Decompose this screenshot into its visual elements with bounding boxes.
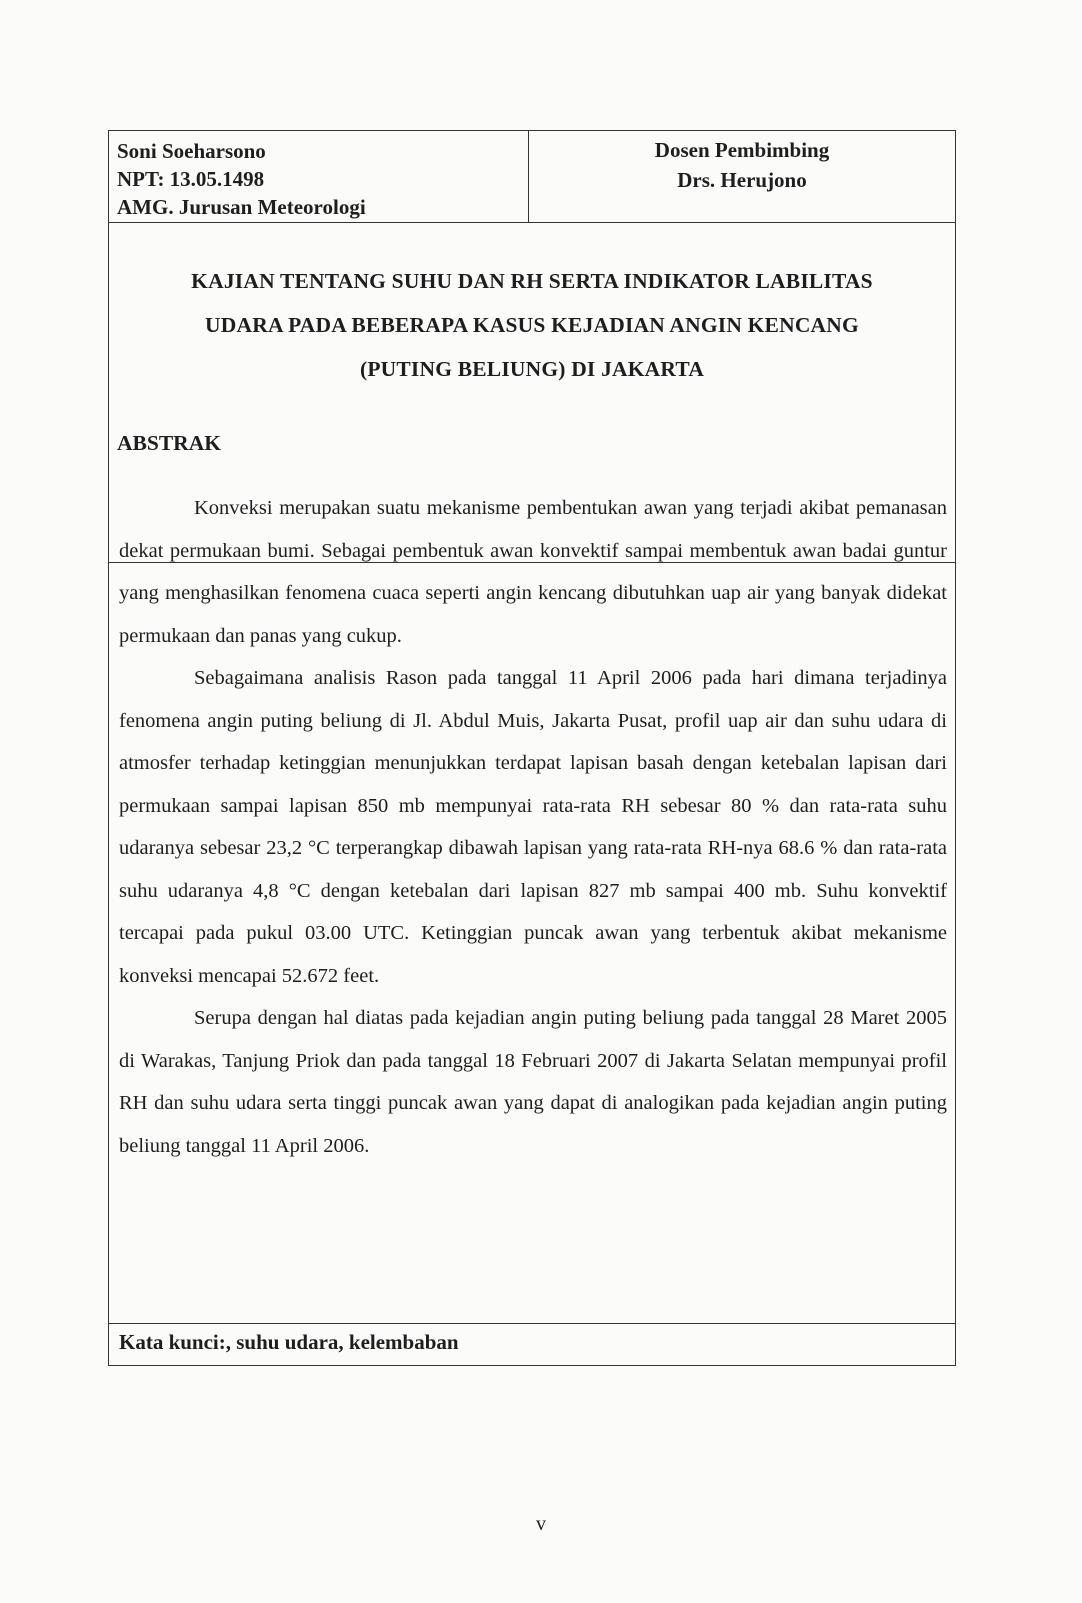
- page-number: v: [536, 1513, 546, 1535]
- author-npt: NPT: 13.05.1498: [117, 167, 265, 191]
- title-line-3: (PUTING BELIUNG) DI JAKARTA: [359, 357, 705, 381]
- abstract-heading: ABSTRAK: [117, 431, 221, 455]
- keywords-row: [109, 1323, 955, 1367]
- author-info: [109, 131, 529, 223]
- keywords-text: Kata kunci:, suhu udara, kelembaban: [119, 1330, 459, 1354]
- abstract-frame: [108, 130, 956, 1366]
- abstract-body: [119, 487, 947, 1167]
- abstract-paragraph-1: Konveksi merupakan suatu mekanisme pembentukan awan yang terjadi akibat pemanasan dekat permukaan bumi. Sebagai pembentuk awan konvektif sampai membentuk awan badai guntur yang menghasilkan fenomena cuaca seperti angin kencang dibutuhkan uap air yang banyak didekat permukaan dan panas yang cukup.: [119, 497, 947, 647]
- author-department: AMG. Jurusan Meteorologi: [117, 195, 366, 219]
- supervisor-info: [529, 131, 955, 227]
- header-row: [109, 131, 955, 223]
- supervisor-name: Drs. Herujono: [677, 168, 807, 192]
- abstract-paragraph-2: Sebagaimana analisis Rason pada tanggal 11 April 2006 pada hari dimana terjadinya fenomena angin puting beliung di Jl. Abdul Muis, Jakarta Pusat, profil uap air dan suhu udara di atmosfer terhadap ketinggian menunjukkan terdapat lapisan basah dengan ketebalan lapisan dari permukaan sampai lapisan 850 mb mempunyai rata-rata RH sebesar 80 % dan rata-rata suhu udaranya sebesar 23,2 °C terperangkap dibawah lapisan yang rata-rata RH-nya 68.6 % dan rata-rata suhu udaranya 4,8 °C dengan ketebalan dari lapisan 827 mb sampai 400 mb. Suhu konvektif tercapai pada pukul 03.00 UTC. Ketinggian puncak awan yang terbentuk akibat mekanisme konveksi mencapai 52.672 feet.: [119, 667, 947, 987]
- supervisor-label: Dosen Pembimbing: [654, 138, 830, 162]
- title-line-2: UDARA PADA BEBERAPA KASUS KEJADIAN ANGIN KENCANG: [205, 313, 859, 337]
- thesis-title: [109, 259, 955, 391]
- abstract-paragraph-3: Serupa dengan hal diatas pada kejadian angin puting beliung pada tanggal 28 Maret 2005 di Warakas, Tanjung Priok dan pada tanggal 18 Februari 2007 di Jakarta Selatan mempunyai profil RH dan suhu udara serta tinggi puncak awan yang dapat di analogikan pada kejadian angin puting beliung tanggal 11 April 2006.: [119, 1007, 947, 1157]
- title-line-1: KAJIAN TENTANG SUHU DAN RH SERTA INDIKATOR LABILITAS: [191, 269, 873, 293]
- author-name: Soni Soeharsono: [117, 139, 266, 163]
